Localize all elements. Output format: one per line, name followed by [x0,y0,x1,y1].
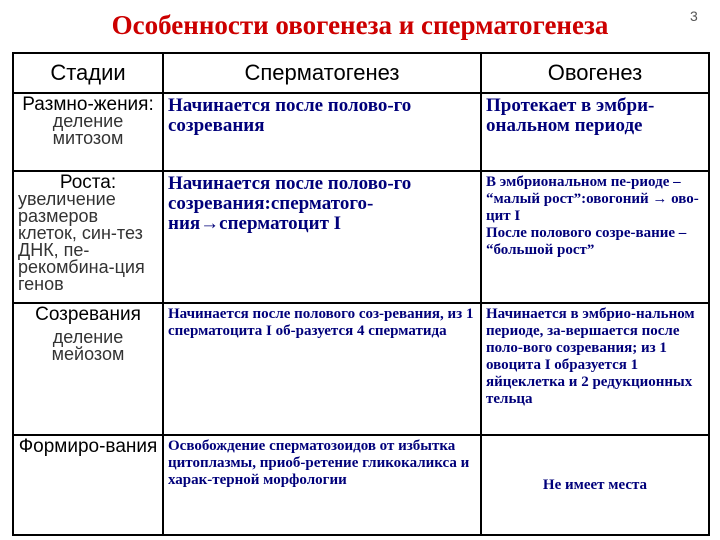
oogenesis-text: В эмбриональном пе-риоде – “малый рост”:овогоний → ово-цит I [486,174,699,224]
spermatogenesis-cell: Начинается после полового соз-ревания, из 1 сперматоцита I об-разуется 4 сперматида [163,303,481,435]
stage-cell [13,435,163,535]
oogenesis-text: После полового созре-вание – “большой рост” [486,225,687,258]
stage-description: деление митозом [52,111,124,148]
stage-cell [13,93,163,171]
table-row [13,171,709,303]
table-row [13,435,709,535]
oogenesis-cell [481,171,709,303]
oogenesis-cell: Начинается в эмбрио-нальном периоде, за-вершается после поло-вого созревания; из 1 овоцита I образуется 1 яйцеклетка и 2 редукционных тельца [481,303,709,435]
stage-cell [13,303,163,435]
stage-cell [13,171,163,303]
page-number: 3 [690,8,698,24]
spermatogenesis-cell: Начинается после полово-го созревания:сперматого-ния→сперматоцит I [163,171,481,303]
stage-name: Созревания [35,304,141,325]
stage-name: Роста: [59,172,117,193]
table-row [13,93,709,171]
stage-description: увеличение размеров клеток, син-тез ДНК, пе-рекомбина-ция генов [18,189,145,294]
header-stages: Стадии [13,53,163,93]
stage-description: деление мейозом [51,327,125,364]
header-row [13,53,709,93]
spermatogenesis-cell: Начинается после полово-го созревания [163,93,481,171]
page-title: Особенности овогенеза и сперматогенеза [111,10,609,40]
stage-name: Размно-жения: [22,94,154,115]
oogenesis-cell: Протекает в эмбри-ональном периоде [481,93,709,171]
header-spermatogenesis: Сперматогенез [163,53,481,93]
oogenesis-cell: Не имеет места [481,435,709,535]
stage-name: Формиро-вания [18,436,158,457]
spermatogenesis-cell: Освобождение сперматозоидов от избытка цитоплазмы, приоб-ретение гликокаликса и харак-терной морфологии [163,435,481,535]
comparison-table [12,52,710,536]
header-oogenesis: Овогенез [481,53,709,93]
table-row [13,303,709,435]
